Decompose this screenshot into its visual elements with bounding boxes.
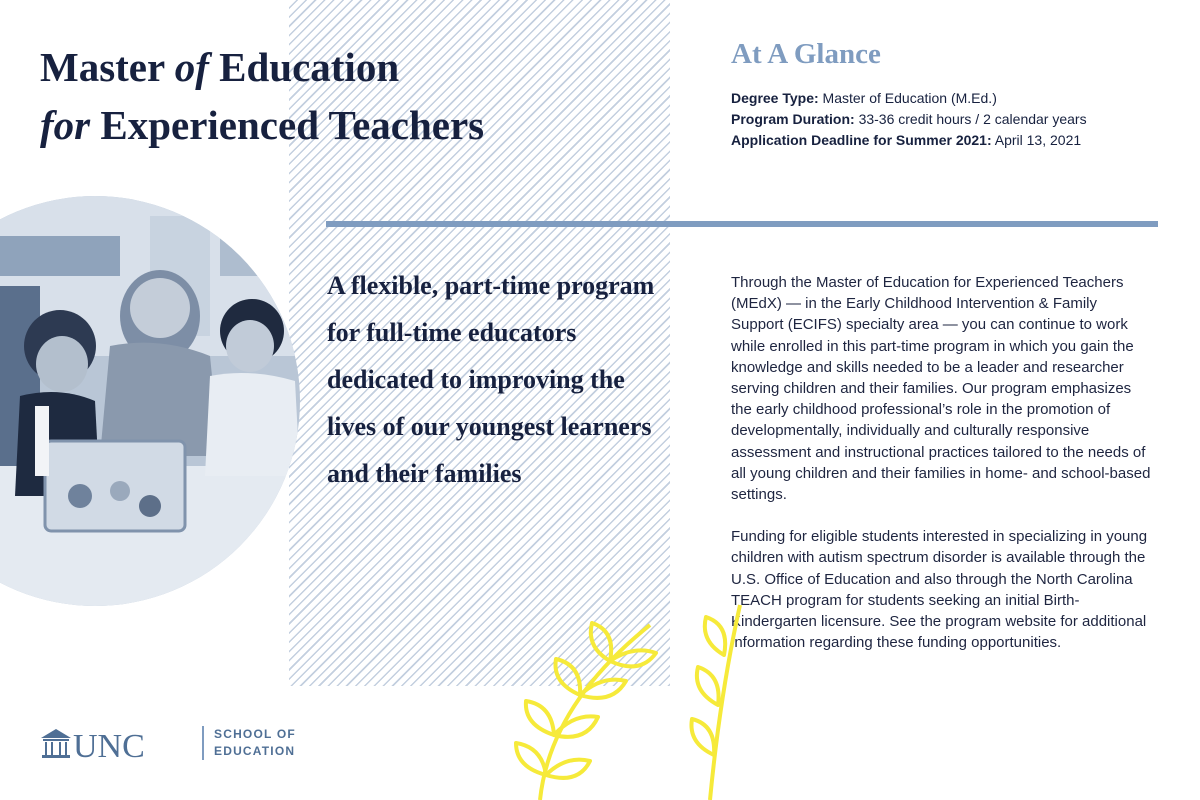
title-line-1: Master of Education [40, 44, 400, 90]
logo-divider [202, 726, 204, 760]
body-paragraph-1: Through the Master of Education for Experienced Teachers (MEdX) — in the Early Childhood Intervention & Family Support (ECIFS) specialty area — you can continue to work while enrolled in this part-time program in which you gain the knowledge and skills needed to be a leader and researcher serving children and their families. Our program emphasizes the early childhood professional’s role in the promotion of developmentally, individually and culturally responsive assessment and instructional practices tailored to the needs of all young children and their families in home- and school-based settings. [731, 274, 1151, 504]
classroom-photo [0, 196, 300, 606]
at-a-glance-list [731, 88, 1087, 151]
degree-type-item: Degree Type: Master of Education (M.Ed.) [731, 90, 997, 106]
unc-wordmark [40, 722, 156, 760]
unc-wordmark-text: UNC [73, 728, 145, 760]
school-of-education-text: SCHOOL OF EDUCATION [214, 727, 296, 758]
title-line-2: for Experienced Teachers [40, 102, 485, 148]
page-title [40, 38, 484, 154]
at-a-glance-heading: At A Glance [731, 38, 881, 70]
body-paragraph-2: Funding for eligible students interested in specializing in young children with autism spectrum disorder is available through the U.S. Office of Education and also through the North Carolina TEACH program for students seeking an initial Birth-Kindergarten licensure. See the program website for additional information regarding these funding opportunities. [731, 528, 1148, 652]
body-text [731, 272, 1151, 674]
program-duration-item: Program Duration: 33-36 credit hours / 2 calendar years [731, 111, 1087, 127]
divider-rule [326, 221, 1158, 227]
classroom-photo-illustration [0, 196, 300, 606]
tagline: A flexible, part-time program for full-time educators dedicated to improving the lives of our youngest learners and their families [327, 271, 655, 488]
application-deadline-item: Application Deadline for Summer 2021: April 13, 2021 [731, 132, 1082, 148]
old-well-icon [41, 729, 71, 738]
laurel-icon [510, 585, 750, 800]
